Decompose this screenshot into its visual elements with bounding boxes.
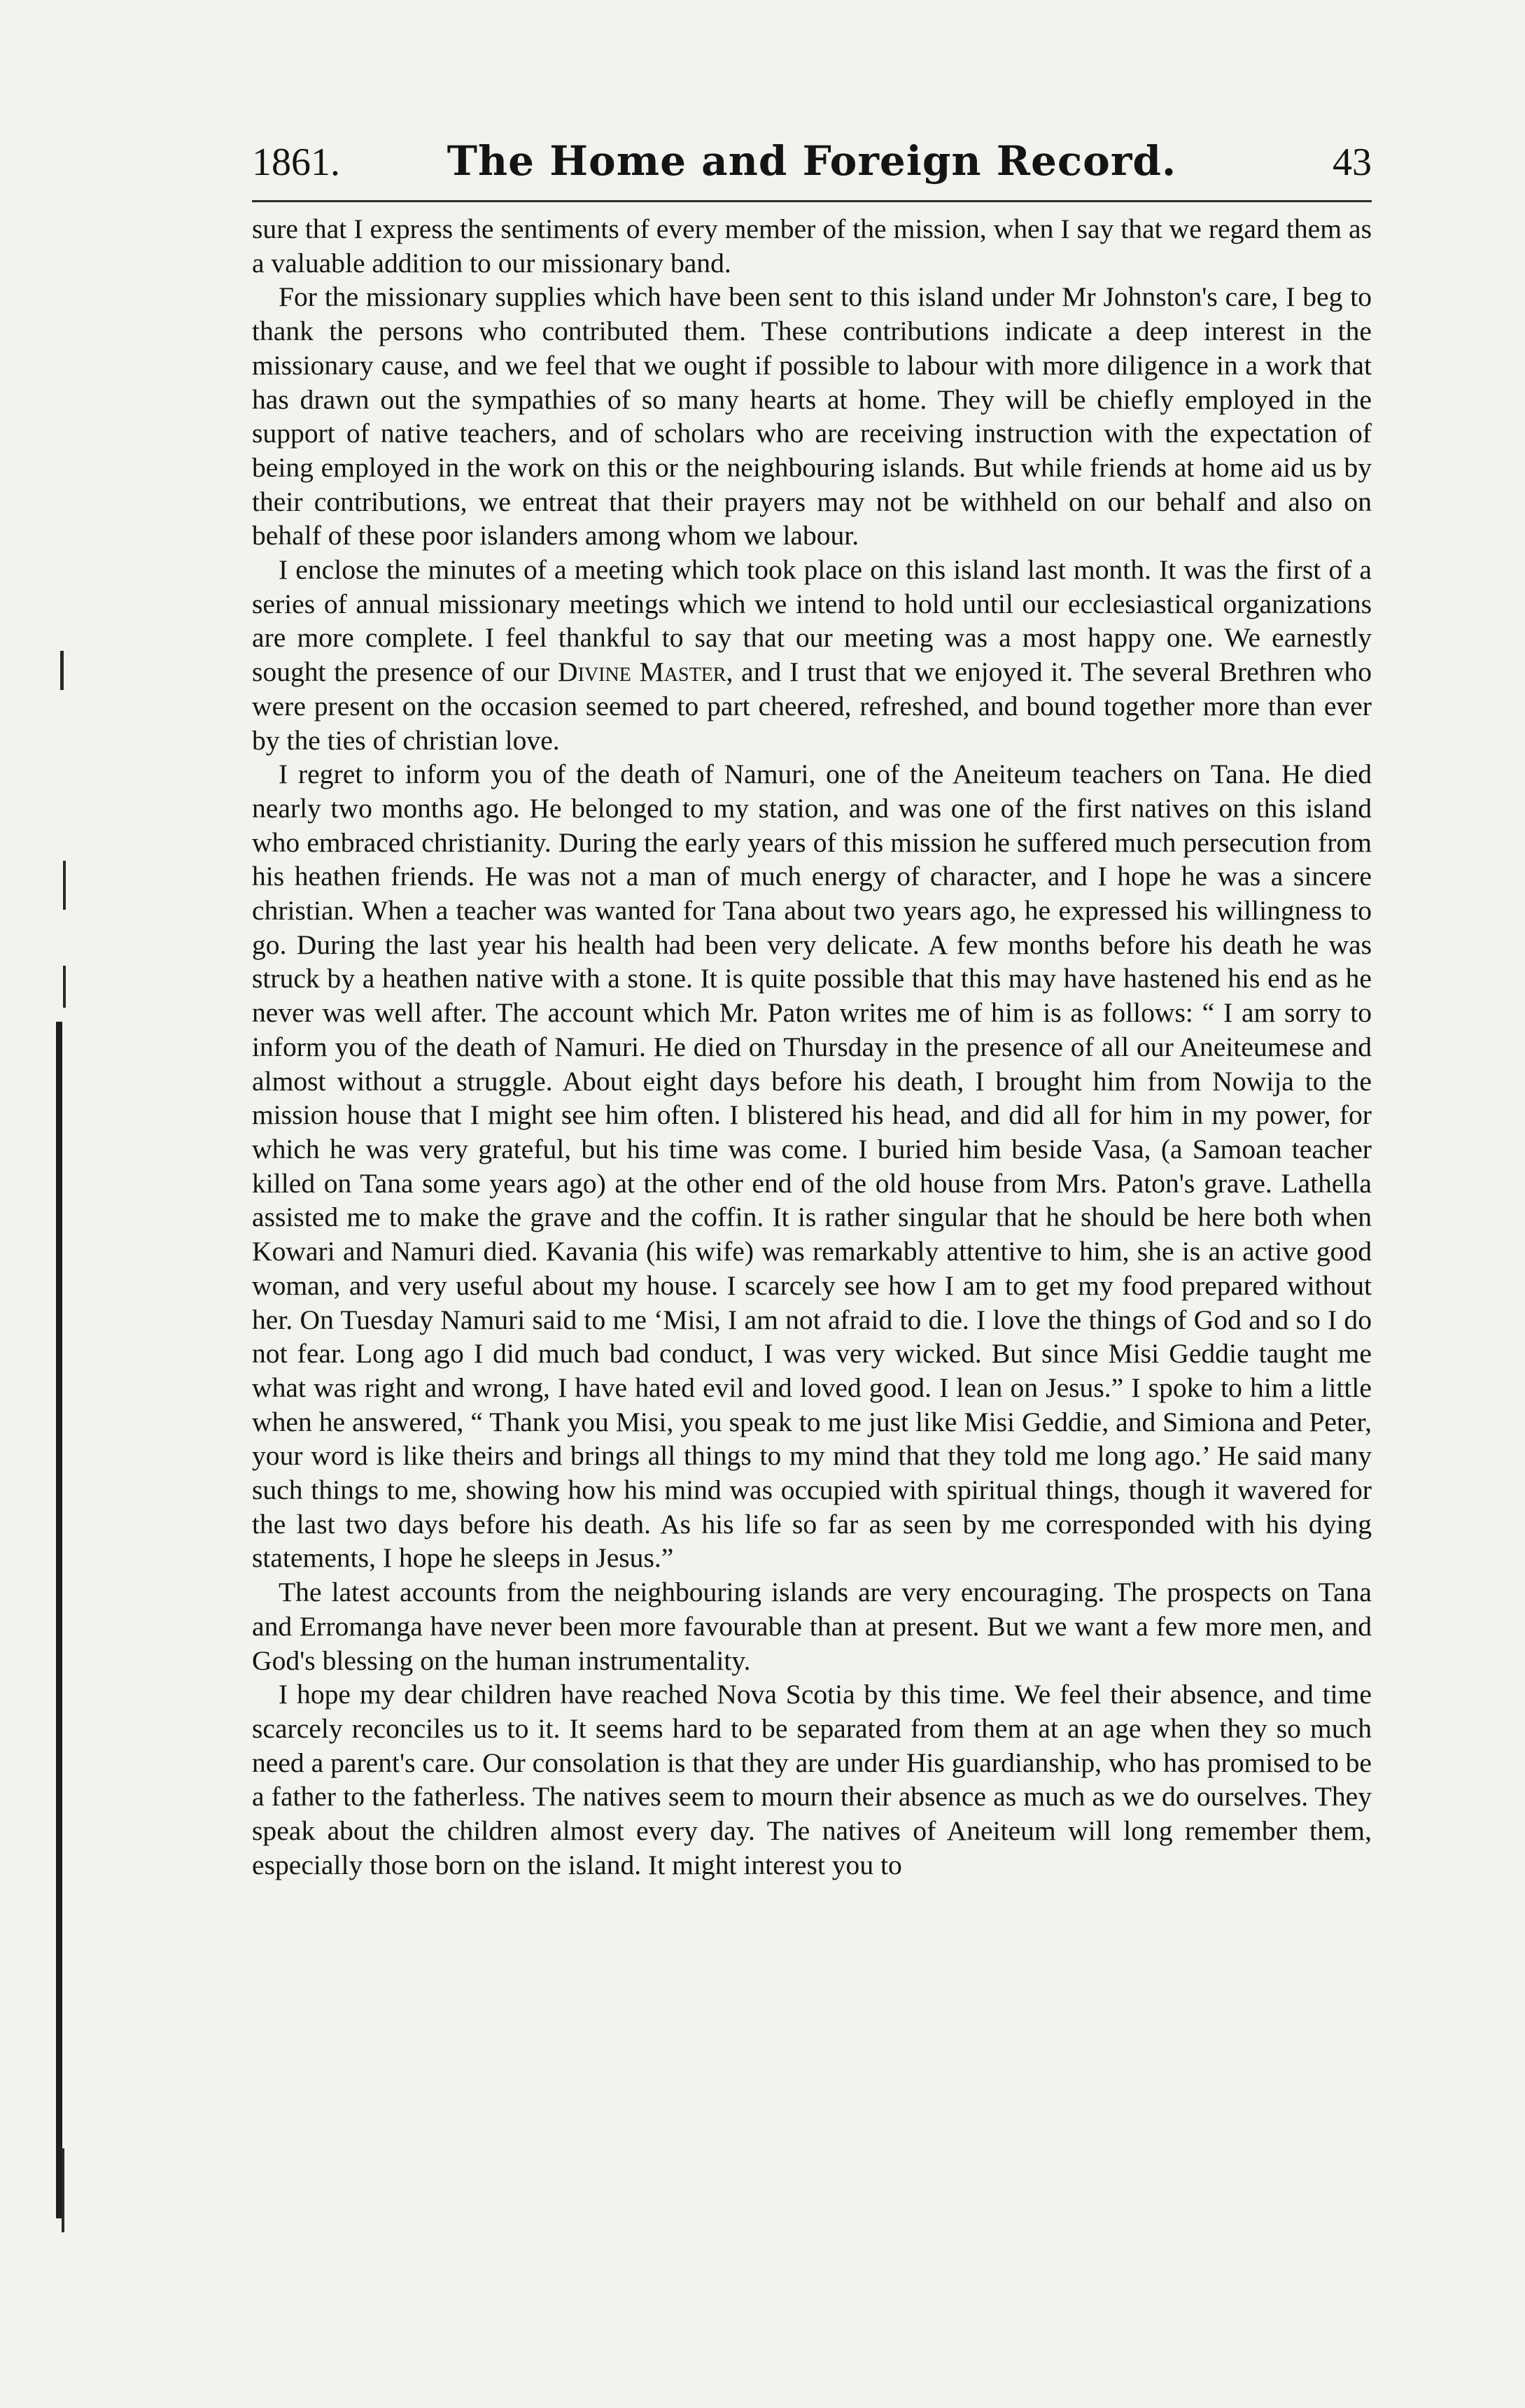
- paragraph-3: [252, 553, 1372, 757]
- paragraph-2: For the missionary supplies which have been sent to this island under Mr Johnston's care, I beg to thank the persons who contributed them. These contributions indicate a deep interest in the missionary cause, and we feel that we ought if possible to labour with more diligence in a work that has drawn out the sympathies of so many hearts at home. They will be chiefly employed in the support of native teachers, and of scholars who are receiving instruction with the expectation of being employed in the work on this or the neighbouring islands. But while friends at home aid us by their contributions, we entreat that their prayers may not be withheld on our behalf and also on behalf of these poor islanders among whom we labour.: [252, 281, 1372, 551]
- header-year: 1861.: [252, 141, 340, 184]
- paragraph-4: I regret to inform you of the death of Namuri, one of the Aneiteum teachers on Tana. He died nearly two months ago. He belonged to my station, and was one of the first natives on this island who embraced christianity. During the early years of this mission he suffered much persecution from his heathen friends. He was not a man of much energy of character, and I hope he was a sincere christian. When a teacher was wanted for Tana about two years ago, he expressed his willingness to go. During the last year his health had been very delicate. A few months before his death he was struck by a heathen native with a stone. It is quite possible that this may have hastened his end as he never was well after. The account which Mr. Paton writes me of him is as follows: “ I am sorry to inform you of the death of Namuri. He died on Thursday in the presence of all our Aneiteumese and almost without a struggle. About eight days before his death, I brought him from Nowija to the mission house that I might see him often. I blistered his head, and did all for him in my power, for which he was very grateful, but his time was come. I buried him beside Vasa, (a Samoan teacher killed on Tana some years ago) at the other end of the old house from Mrs. Paton's grave. Lathella assisted me to make the grave and the coffin. It is rather singular that he should be here both when Kowari and Namuri died. Kavania (his wife) was remarkably attentive to him, she is an active good woman, and very useful about my house. I scarcely see how I am to get my food prepared without her. On Tuesday Namuri said to me ‘Misi, I am not afraid to die. I love the things of God and so I do not fear. Long ago I did much bad conduct, I was very wicked. But since Misi Geddie taught me what was right and wrong, I have hated evil and loved good. I lean on Jesus.” I spoke to him a little when he answered, “ Thank you Misi, you speak to me just like Misi Geddie, and Simiona and Peter, your word is like theirs and brings all things to my mind that they told me long ago.’ He said many such things to me, showing how his mind was occupied with spiritual things, though it wavered for the last two days before his death. As his life so far as seen by me corresponded with his dying statements, I hope he sleeps in Jesus.”: [252, 759, 1372, 1574]
- paragraph-3-part-1: I enclose the minutes of a meeting which took place on this island last month. It was the first of a series of annual missionary meetings which we intend to hold until our ecclesiastical organizations are more complete. I feel thankful to say that our meeting was a most happy one. We earnestly sought the presence of our: [252, 554, 1372, 688]
- journal-title: The Home and Foreign Record.: [447, 137, 1177, 185]
- margin-line-vertical: [56, 1022, 62, 2218]
- margin-mark-3: [63, 966, 66, 1008]
- running-header: [252, 133, 1372, 202]
- page-number: 43: [1333, 141, 1372, 184]
- paragraph-3-part-2: , and I trust that we enjoyed it. The several Brethren who were present on the occasion seemed to part cheered, refreshed, and bound together more than ever by the ties of christian love.: [252, 656, 1372, 756]
- article-body: [252, 212, 1372, 1882]
- margin-mark-4: [62, 2148, 64, 2232]
- paragraph-6: I hope my dear children have reached Nova Scotia by this time. We feel their absence, and time scarcely reconciles us to it. It seems hard to be separated from them at an age when they so much need a parent's care. Our consolation is that they are under His guardianship, who has promised to be a father to the fatherless. The natives seem to mourn their absence as much as we do ourselves. They speak about the children almost every day. The natives of Aneiteum will long remember them, especially those born on the island. It might interest you to: [252, 1679, 1372, 1880]
- paragraph-1: sure that I express the sentiments of every member of the mission, when I say that we regard them as a valuable addition to our missionary band.: [252, 213, 1372, 279]
- divine-master-smallcaps: Divine Master: [558, 656, 726, 688]
- page: [252, 133, 1372, 1882]
- margin-mark-2: [63, 861, 66, 910]
- margin-mark-1: [60, 651, 64, 690]
- paragraph-5: The latest accounts from the neighbouring islands are very encouraging. The prospects on Tana and Erromanga have never been more favourable than at present. But we want a few more men, and God's blessing on the human instrumentality.: [252, 1577, 1372, 1676]
